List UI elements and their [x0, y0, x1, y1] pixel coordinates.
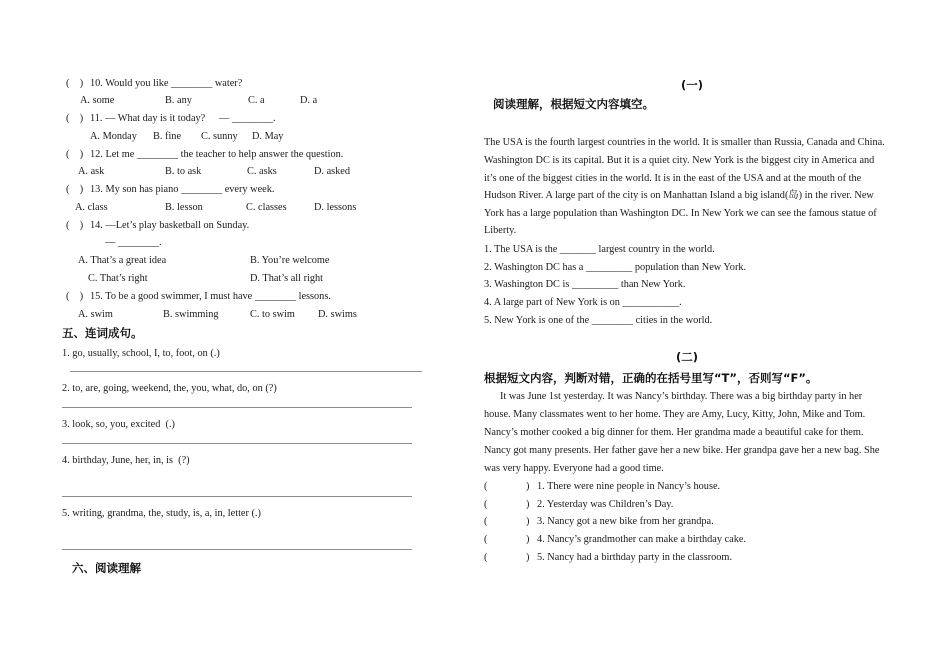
answer-bracket: ( ): [66, 149, 84, 160]
statement-text: 2. Yesterday was Children’s Day.: [537, 499, 674, 510]
question-stem: 13. My son has piano ________ every week.: [90, 184, 275, 195]
question-stem: 10. Would you like ________ water?: [90, 78, 243, 89]
answer-line: [70, 371, 422, 372]
answer-bracket: ( ): [484, 534, 530, 545]
passage-line: It was June 1st yesterday. It was Nancy’s birthday. There was a big birthday party in her: [500, 391, 863, 402]
option-b: B. to ask: [165, 166, 202, 177]
answer-bracket: ( ): [484, 516, 530, 527]
sentence-prompt: 2. to, are, going, weekend, the, you, what, do, on (?): [62, 383, 277, 394]
passage-line: house. Many classmates went to her home. They are Amy, Lucy, Kitty, John, Mike and Tom.: [484, 409, 866, 420]
option-c: C. classes: [246, 202, 287, 213]
fill-in-question: 5. New York is one of the ________ cities in the world.: [484, 315, 713, 326]
question-stem: 15. To be a good swimmer, I must have ________ lessons.: [90, 291, 331, 302]
option-a: A. class: [75, 202, 108, 213]
passage-line: Liberty.: [484, 225, 517, 236]
option-d: D. That’s all right: [250, 273, 324, 284]
option-d: D. asked: [314, 166, 351, 177]
reading-one-number: (一): [681, 78, 704, 92]
option-b: B. fine: [153, 131, 182, 142]
question-stem: 12. Let me ________ the teacher to help answer the question.: [90, 149, 344, 160]
fill-in-question: 1. The USA is the _______ largest country in the world.: [484, 244, 715, 255]
reading-two-instruction: 根据短文内容，判断对错，正确的在括号里写“T”，否则写“F”。: [484, 371, 818, 385]
option-c: C. sunny: [201, 131, 238, 142]
sentence-prompt: 4. birthday, June, her, in, is (?): [62, 455, 190, 466]
section-five-heading: 五、连词成句。: [62, 326, 143, 340]
option-a: A. ask: [78, 166, 105, 177]
sentence-prompt: 1. go, usually, school, I, to, foot, on (.): [62, 348, 220, 359]
answer-bracket: ( ): [66, 291, 84, 302]
section-six-heading: 六、阅读理解: [72, 561, 141, 575]
answer-line: [62, 407, 412, 408]
answer-bracket: ( ): [66, 78, 84, 89]
question-stem: 11. — What day is it today?: [90, 113, 206, 124]
answer-line: [62, 549, 412, 550]
option-a: A. swim: [78, 309, 113, 320]
answer-bracket: ( ): [66, 184, 84, 195]
statement-text: 1. There were nine people in Nancy’s house.: [537, 481, 721, 492]
passage-line: York has a large population than Washington DC. In New York we can see the famous statue of: [484, 208, 877, 219]
answer-bracket: ( ): [66, 113, 84, 124]
option-d: D. May: [252, 131, 284, 142]
question-reply-blank: — ________.: [105, 237, 162, 248]
passage-line: Nancy’s mother cooked a big dinner for them. Her grandma made a beautiful cake for them.: [484, 427, 864, 438]
passage-line: was very happy. Everyone had a good time.: [484, 463, 664, 474]
sentence-prompt: 3. look, so, you, excited (.): [62, 419, 175, 430]
fill-in-question: 2. Washington DC has a _________ population than New York.: [484, 262, 747, 273]
option-a: A. some: [80, 95, 115, 106]
question-stem: 14. —Let’s play basketball on Sunday.: [90, 220, 250, 231]
reading-two-number: (二): [676, 350, 699, 364]
statement-text: 4. Nancy’s grandmother can make a birthday cake.: [537, 534, 746, 545]
answer-line: [62, 496, 412, 497]
option-c: C. asks: [247, 166, 277, 177]
answer-bracket: ( ): [484, 499, 530, 510]
passage-line: Washington DC is its capital. But it is a quiet city. New York is the biggest city in America and: [484, 155, 875, 166]
option-b: B. swimming: [163, 309, 219, 320]
option-d: D. swims: [318, 309, 357, 320]
option-c: C. That’s right: [88, 273, 148, 284]
passage-line: it’s one of the biggest cities in the world. It is in the east of the USA and at the mouth of the: [484, 173, 862, 184]
left-column: [0, 0, 470, 658]
right-column: [470, 0, 950, 658]
option-c: C. a: [248, 95, 265, 106]
answer-bracket: ( ): [66, 220, 84, 231]
sentence-prompt: 5. writing, grandma, the, study, is, a, in, letter (.): [62, 508, 261, 519]
answer-bracket: ( ): [484, 481, 530, 492]
reading-one-instruction: 阅读理解，根据短文内容填空。: [493, 97, 654, 111]
answer-bracket: ( ): [484, 552, 530, 563]
option-b: B. You’re welcome: [250, 255, 330, 266]
option-d: D. lessons: [314, 202, 357, 213]
fill-in-question: 4. A large part of New York is on ___________.: [484, 297, 682, 308]
question-reply-blank: — ________.: [219, 113, 276, 124]
statement-text: 3. Nancy got a new bike from her grandpa.: [537, 516, 714, 527]
option-d: D. a: [300, 95, 318, 106]
passage-line: Hudson River. A large part of the city is on Manhattan Island a big island(岛) in the river. New: [484, 190, 874, 201]
option-c: C. to swim: [250, 309, 295, 320]
answer-line: [62, 443, 412, 444]
option-a: A. That’s a great idea: [78, 255, 167, 266]
option-a: A. Monday: [90, 131, 137, 142]
fill-in-question: 3. Washington DC is _________ than New York.: [484, 279, 686, 290]
statement-text: 5. Nancy had a birthday party in the classroom.: [537, 552, 733, 563]
option-b: B. any: [165, 95, 192, 106]
passage-line: Nancy got many presents. Her father gave her a new bike. Her grandpa gave her a new bag. She: [484, 445, 880, 456]
option-b: B. lesson: [165, 202, 203, 213]
passage-line: The USA is the fourth largest countries in the world. It is smaller than Russia, Canada and China.: [484, 137, 885, 148]
